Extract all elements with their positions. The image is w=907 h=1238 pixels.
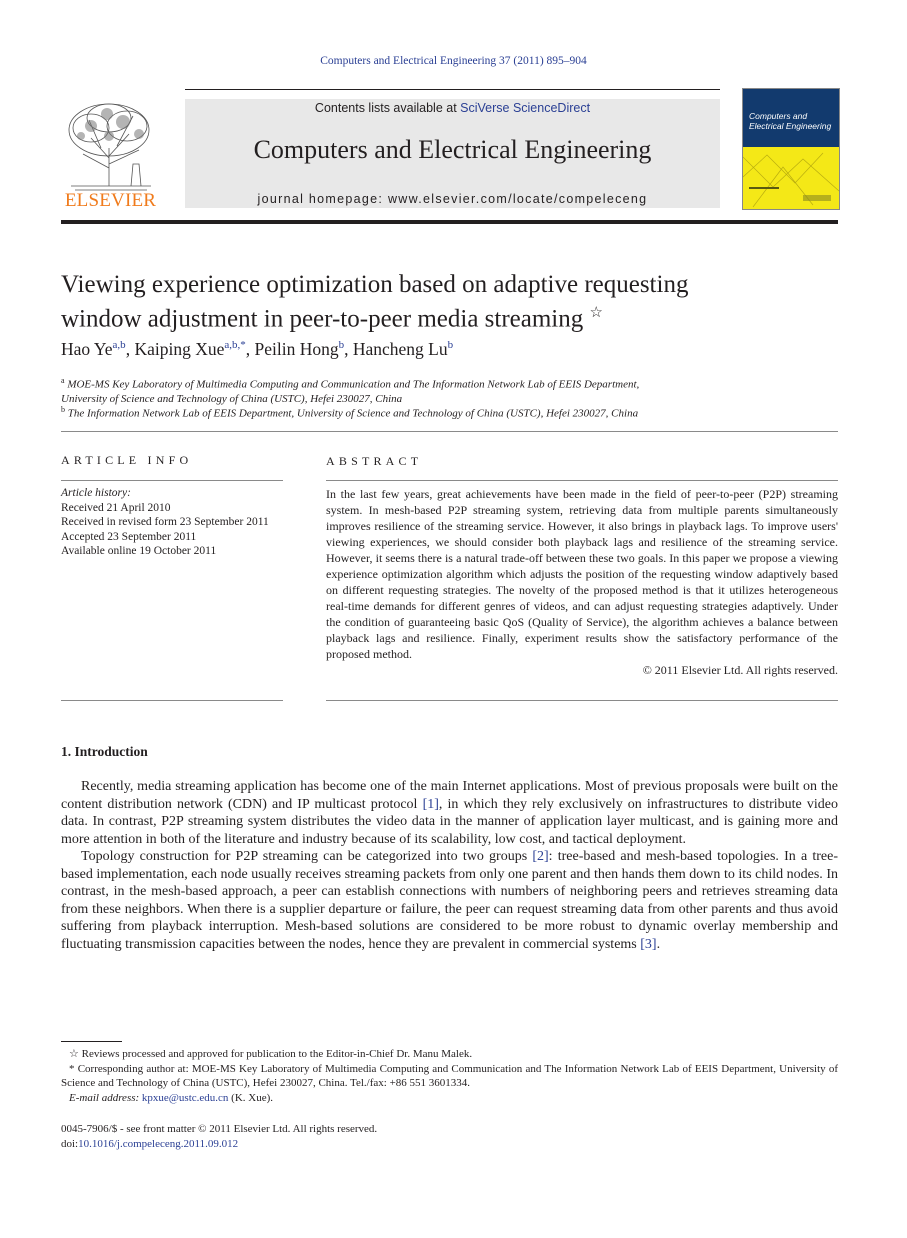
journal-cover[interactable] — [742, 88, 840, 210]
section-heading: 1. Introduction — [61, 744, 148, 759]
title-line1: Viewing experience optimization based on adaptive requesting — [61, 271, 689, 298]
footnote-mark: ☆ — [69, 1048, 79, 1060]
author-affil-mark[interactable]: a,b,* — [224, 339, 246, 352]
footnote-text: Reviews processed and approved for publication to the Editor-in-Chief Dr. Manu Malek. — [81, 1048, 473, 1060]
header-thick-rule — [61, 220, 838, 224]
footnote — [61, 1062, 838, 1091]
email-link[interactable]: kpxue@ustc.edu.cn — [141, 1091, 229, 1104]
journal-banner — [185, 99, 720, 208]
header-rule — [185, 89, 720, 90]
reference-link[interactable]: [1] — [422, 796, 439, 812]
affiliation-mark: a — [61, 376, 65, 385]
footnote-mark: * — [69, 1062, 75, 1075]
affiliation-b — [61, 403, 638, 421]
elsevier-logo — [61, 98, 160, 210]
abstract-copyright: © 2011 Elsevier Ltd. All rights reserved. — [642, 663, 838, 677]
sciencedirect-link[interactable]: SciVerse ScienceDirect — [460, 101, 591, 115]
reference-link[interactable]: [2] — [532, 849, 549, 864]
footnote — [61, 1047, 838, 1062]
article-title — [61, 270, 821, 333]
paragraph-text: : tree-based and mesh-based topologies. In a tree-based implementation, each node usually receives streaming packets from only one parent and then hands them down to its child nodes. In contrast, in the mesh-based approach, a peer can establish connections with numbers of neighboring peers and retrieves streaming data from these neighbors. When there is a supplier departure or failure, the peer can request streaming data from other parents and thus avoid suffering from playback interruption. Mesh-based solutions are considered to be more robust to dynamic overlay membership and fluctuating transmission capacities between the nodes, hence they are prevalent in commercial systems — [61, 849, 839, 952]
footnote-rule — [61, 1041, 122, 1042]
affiliation-line: MOE-MS Key Laboratory of Multimedia Computing and Communication and The Information Network Lab of EEIS Department, — [67, 378, 640, 391]
cover-pattern-icon — [743, 147, 839, 209]
article-history — [61, 486, 281, 559]
email-suffix: (K. Xue). — [231, 1091, 274, 1104]
doi-link[interactable]: 10.1016/j.compeleceng.2011.09.012 — [78, 1137, 239, 1150]
paragraph-text: Topology construction for P2P streaming can be categorized into two groups — [81, 849, 533, 864]
affiliation-line: The Information Network Lab of EEIS Department, University of Science and Technology of China (USTC), Hefei 230027, China — [67, 407, 639, 420]
cover-title — [749, 111, 831, 131]
author-affil-mark[interactable]: a,b — [112, 339, 126, 352]
journal-title: Computers and Electrical Engineering — [253, 135, 652, 164]
doi-label: doi: — [61, 1137, 79, 1150]
publisher-wordmark: ELSEVIER — [64, 190, 157, 211]
author-separator: , — [344, 339, 353, 359]
abstract-text: In the last few years, great achievements have been made in the field of peer-to-peer (P2P) streaming system. In mesh-based P2P streaming system, retrieving data from multiple parents simultaneously improves resilience of the streaming service. However, it also brings in playback lags. To improve users' viewing experiences, we should consider both playback lags and resilience of the streaming service. However, it seems there is a natural trade-off between these two goals. In this paper we propose a viewing experience optimization algorithm which adjusts the position of the requesting window adaptively based on different requesting strategies. The novelty of the proposed method is that it utilizes heterogeneous real-time demands for different genres of videos, and can adjust requesting strategies adaptively. Under the condition of guaranteeing basic QoS (Quality of Service), the algorithm achieves a balance between playback lags and resilience. Finally, experiment results show the satisfactory performance of the proposed method. — [326, 487, 838, 661]
email-label: E-mail address: — [69, 1091, 140, 1104]
affiliation-mark: b — [61, 405, 65, 414]
author-list — [61, 339, 453, 360]
abstract-heading: ABSTRACT — [326, 454, 423, 468]
footnotes — [61, 1047, 838, 1105]
abstract-rule — [326, 480, 838, 481]
affiliation-a — [61, 374, 639, 406]
paragraph-text: , in which they rely exclusively on infrastructures to distribute video data. In contrast, P2P streaming system distributes the video data in the manner of application layer multicast, and is gaining more and more attention in both of the literature and industry because of its scalability, low cost, and tactical deployment. — [61, 796, 838, 847]
article-info-heading: ARTICLE INFO — [61, 453, 193, 467]
history-item: Received 21 April 2010 — [61, 501, 171, 514]
author-separator: , — [245, 339, 255, 359]
history-item: Accepted 23 September 2011 — [61, 530, 197, 543]
article-info-bottom-rule — [61, 700, 283, 701]
title-line2: window adjustment in peer-to-peer media streaming — [61, 305, 584, 333]
paragraph — [61, 778, 838, 848]
introduction-body — [61, 778, 838, 953]
abstract-body — [326, 486, 838, 678]
journal-citation[interactable]: Computers and Electrical Engineering 37 (2011) 895–904 — [320, 55, 587, 67]
author-affil-mark[interactable]: b — [338, 339, 345, 352]
footnote-text: Corresponding author at: MOE-MS Key Laboratory of Multimedia Computing and Communication and The Information Network Lab of EEIS Department, University of Science and Technology of China (USTC), Hefei 230027, China. Tel./fax: +86 551 3601334. — [61, 1062, 838, 1089]
affiliation-line: University of Science and Technology of China (USTC), Hefei 230027, China — [61, 392, 403, 405]
paragraph-text: . — [656, 936, 661, 952]
author-name: Hao Ye — [61, 339, 113, 359]
paragraph — [61, 848, 838, 953]
journal-homepage[interactable]: journal homepage: www.elsevier.com/locate/compeleceng — [257, 192, 648, 206]
issn-line: 0045-7906/$ - see front matter © 2011 Elsevier Ltd. All rights reserved. — [61, 1123, 378, 1135]
history-label: Article history: — [61, 487, 131, 499]
front-matter — [61, 1122, 377, 1151]
title-footnote-mark[interactable]: ☆ — [589, 305, 603, 321]
author-name: Kaiping Xue — [134, 339, 225, 359]
history-item: Received in revised form 23 September 2011 — [61, 516, 269, 528]
affiliation-rule — [61, 431, 838, 432]
reference-link[interactable]: [3] — [640, 936, 657, 952]
footnote-email — [61, 1091, 838, 1106]
doi-line — [61, 1137, 377, 1152]
author-name: Hancheng Lu — [352, 339, 448, 359]
cover-title-line1: Computers and — [749, 111, 808, 121]
cover-title-line2: Electrical Engineering — [749, 121, 832, 131]
contents-line — [185, 101, 720, 115]
history-item: Available online 19 October 2011 — [61, 545, 217, 557]
abstract-bottom-rule — [326, 700, 838, 701]
author-separator: , — [125, 339, 135, 359]
paragraph-text: Recently, media streaming application has become one of the main Internet applications. Most of previous proposals were built on the content distribution network (CDN) and IP multicast protocol — [61, 779, 838, 812]
author-name: Peilin Hong — [254, 339, 339, 359]
author-affil-mark[interactable]: b — [447, 339, 454, 352]
article-info-rule — [61, 480, 283, 481]
contents-prefix: Contents lists available at — [314, 101, 461, 115]
